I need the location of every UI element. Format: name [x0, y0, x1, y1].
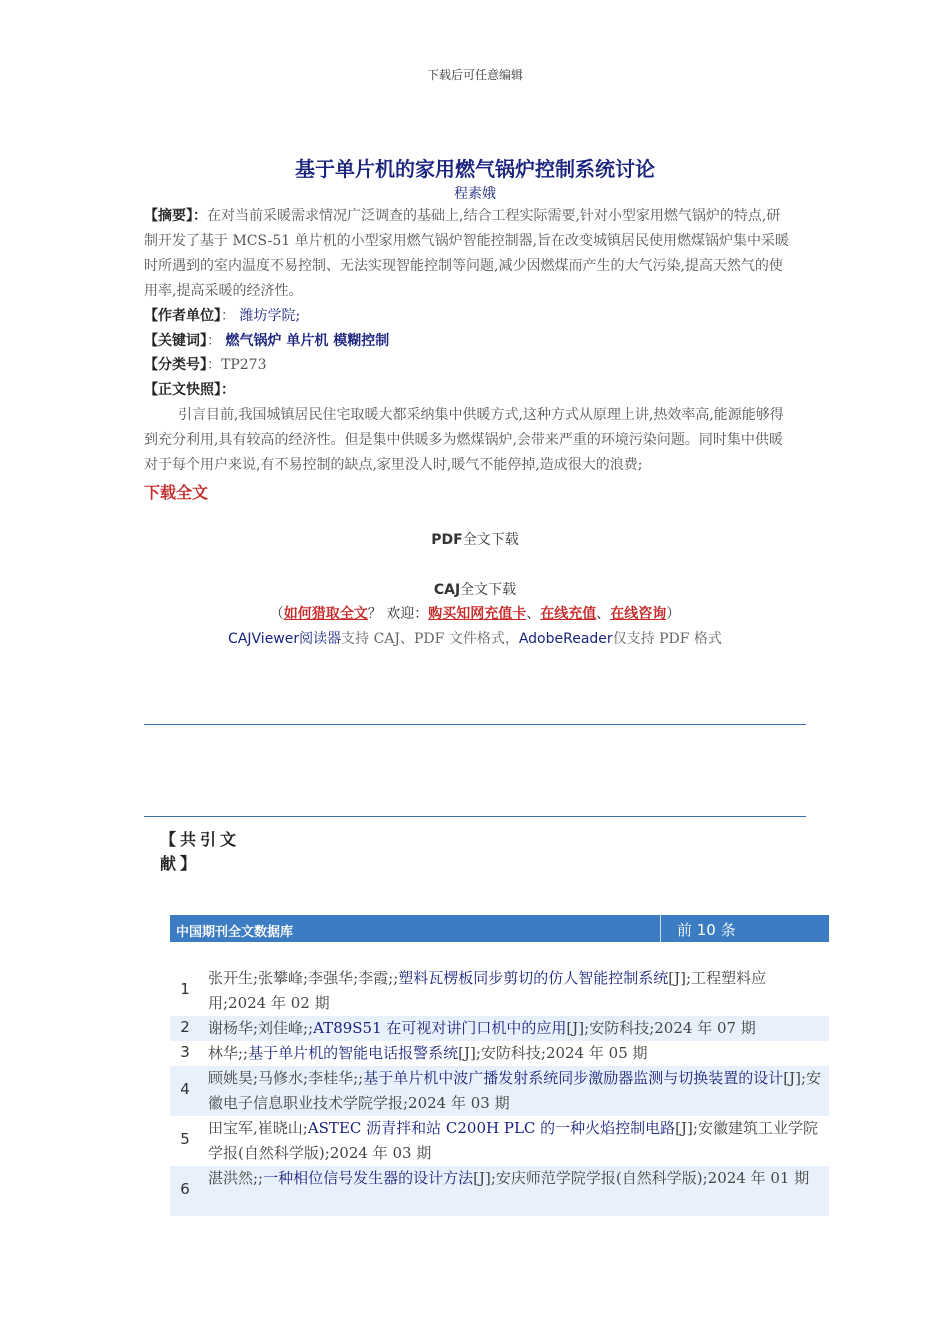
pdf-download-link[interactable]: PDF全文下载	[431, 532, 519, 548]
help-line: （如何猎取全文？ 欢迎：购买知网充值卡、在线充值、在线咨询）	[269, 606, 681, 622]
how-to-get-link[interactable]: 如何猎取全文	[283, 606, 368, 622]
reference-title-link[interactable]: ASTEC 沥青拌和站 C200H PLC 的一种火焰控制电路	[307, 1119, 676, 1137]
row-number: 6	[180, 1180, 190, 1198]
table-header	[170, 915, 829, 942]
abstract-section: 【摘要】：在对当前采暖需求情况广泛调查的基础上,结合工程实际需要,针对小型家用燃气锅炉的特点,研 制开发了基于 MCS-51 单片机的小型家用燃气锅炉智能控制器,旨在改变城镇居民使用燃煤锅炉集中采暖 时所遇到的室内温度不易控制、无法实现智能控制等问题,减少因燃煤而产生的大气污染,提高天然气的使 用率,提高采暖的经济性。	[144, 208, 790, 299]
classification-row: 【分类号】：TP273	[144, 357, 267, 373]
reader-link[interactable]: 阅读器	[299, 631, 342, 647]
abstract-line: 在对当前采暖需求情况广泛调查的基础上,结合工程实际需要,针对小型家用燃气锅炉的特点,研	[207, 208, 781, 224]
table-row: 1 张开生;张攀峰;李强华;李霞;;塑料瓦楞板同步剪切的仿人智能控制系统[J];工程塑料应用;2024 年 02 期	[170, 966, 829, 1016]
adobe-reader-link[interactable]: AdobeReader	[518, 631, 613, 647]
header-note: 下载后可任意编辑	[426, 68, 523, 82]
table-row: 5 田宝军,崔晓山;ASTEC 沥青拌和站 C200H PLC 的一种火焰控制电路[J];安徽建筑工业学院学报(自然科学版);2024 年 03 期	[170, 1116, 829, 1166]
affiliation-label: 【作者单位】	[144, 308, 221, 324]
table-row: 2 谢杨华;刘佳峰;;AT89S51 在可视对讲门口机中的应用[J];安防科技;2024 年 07 期	[170, 1016, 829, 1041]
reference-title-link[interactable]: 塑料瓦楞板同步剪切的仿人智能控制系统	[398, 969, 669, 987]
table-row: 6 湛洪然;;一种相位信号发生器的设计方法[J];安庆师范学院学报(自然科学版);2024 年 01 期	[170, 1166, 829, 1216]
buy-card-link[interactable]: 购买知网充值卡	[428, 606, 527, 622]
divider-bottom	[144, 816, 806, 817]
top-count-label: 前 10 条	[677, 921, 736, 939]
author-link[interactable]: 程素娥	[454, 186, 496, 202]
abstract-line: 时所遇到的室内温度不易控制、无法实现智能控制等问题,减少因燃煤而产生的大气污染,提高天然气的使	[144, 258, 783, 274]
database-name: 中国期刊全文数据库	[176, 925, 294, 940]
row-number: 2	[180, 1018, 190, 1036]
table-row: 3 林华;;基于单片机的智能电话报警系统[J];安防科技;2024 年 05 期	[170, 1041, 829, 1066]
snapshot-label-row: 【正文快照】：	[144, 382, 235, 398]
row-number: 1	[180, 980, 190, 998]
affiliation-row: 【作者单位】： 潍坊学院;	[144, 308, 301, 324]
row-number: 5	[180, 1130, 190, 1148]
affiliation-link[interactable]: 潍坊学院;	[239, 308, 301, 324]
row-number: 4	[180, 1080, 190, 1098]
caj-download-link[interactable]: CAJ全文下载	[433, 582, 517, 598]
online-consult-link[interactable]: 在线咨询	[610, 606, 667, 622]
reference-title-link[interactable]: 基于单片机的智能电话报警系统	[248, 1044, 459, 1062]
row-number: 3	[180, 1043, 190, 1061]
co-citation-heading: 【共引文献】	[160, 830, 241, 873]
snapshot-line: 引言目前,我国城镇居民住宅取暖大都采纳集中供暖方式,这种方式从原理上讲,热效率高,能源能够得	[178, 407, 784, 423]
abstract-line: 用率,提高采暖的经济性。	[144, 283, 303, 299]
keywords-row: 【关键词】： 燃气锅炉 单片机 模糊控制	[144, 333, 390, 349]
download-full-text-link[interactable]: 下载全文	[144, 483, 209, 502]
header-separator	[660, 915, 661, 942]
online-recharge-link[interactable]: 在线充值	[540, 606, 597, 622]
classification-value: TP273	[221, 357, 267, 373]
reference-title-link[interactable]: 基于单片机中波广播发射系统同步激励器监测与切换装置的设计	[363, 1069, 784, 1087]
snapshot-line: 对于每个用户来说,有不易控制的缺点,家里没人时,暖气不能停掉,造成很大的浪费;	[144, 457, 643, 473]
abstract-line: 制开发了基于 MCS-51 单片机的小型家用燃气锅炉智能控制器,旨在改变城镇居民使用燃煤锅炉集中采暖	[144, 233, 790, 249]
viewer-line: CAJViewer阅读器支持 CAJ、PDF 文件格式，AdobeReader仅支持 PDF 格式	[228, 631, 722, 647]
snapshot-label: 【正文快照】	[144, 382, 221, 398]
snapshot-line: 到充分利用,具有较高的经济性。但是集中供暖多为燃煤锅炉,会带来严重的环境污染问题。同时集中供暖	[144, 432, 783, 448]
reference-title-link[interactable]: 一种相位信号发生器的设计方法	[263, 1169, 474, 1187]
keywords-links[interactable]: 燃气锅炉 单片机 模糊控制	[225, 333, 390, 349]
classification-label: 【分类号】	[144, 357, 207, 373]
cajviewer-link[interactable]: CAJViewer	[228, 631, 300, 647]
divider-top	[144, 724, 806, 725]
keywords-label: 【关键词】	[144, 333, 207, 349]
abstract-label: 【摘要】	[144, 208, 193, 224]
reference-title-link[interactable]: AT89S51 在可视对讲门口机中的应用	[313, 1019, 567, 1037]
article-title: 基于单片机的家用燃气锅炉控制系统讨论	[295, 157, 655, 181]
table-row: 4 顾姚昊;马修水;李桂华;;基于单片机中波广播发射系统同步激励器监测与切换装置的设计[J];安徽电子信息职业技术学院学报;2024 年 03 期	[170, 1066, 829, 1116]
snapshot-text	[144, 403, 806, 478]
